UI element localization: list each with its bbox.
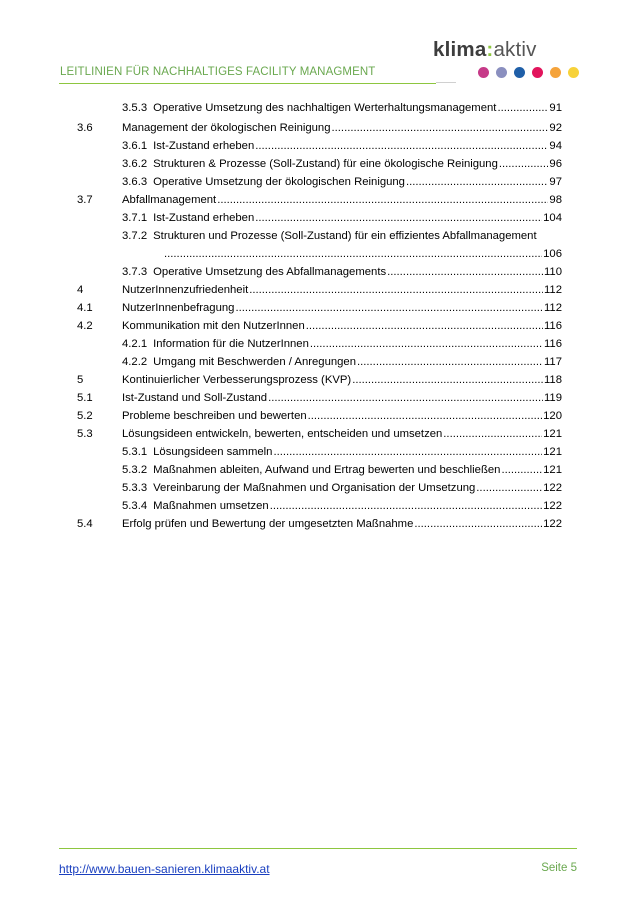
toc-page-number: 98 (549, 194, 562, 206)
toc-page-number: 106 (543, 248, 562, 260)
toc-entry-link[interactable] (122, 175, 562, 189)
toc-entry-title: NutzerInnenbefragung (122, 302, 235, 314)
toc-subsection-number: 5.3.1 (122, 446, 148, 458)
header-title: LEITLINIEN FÜR NACHHALTIGES FACILITY MANAGMENT (60, 66, 376, 78)
toc-entry-link[interactable] (122, 337, 562, 351)
toc-leader-dots (443, 427, 542, 441)
toc-entry-link[interactable] (122, 193, 562, 207)
toc-entry-link[interactable] (122, 517, 562, 531)
toc-entry-link[interactable] (122, 355, 562, 369)
toc-entry-title: Information für die NutzerInnen (153, 338, 309, 350)
toc-entry-link[interactable] (122, 409, 562, 423)
toc-page-number: 119 (543, 392, 562, 404)
toc-page-number: 112 (543, 302, 562, 314)
toc-leader-dots (310, 337, 543, 351)
logo-dot (532, 67, 543, 78)
logo-dot (550, 67, 561, 78)
toc-subsection-number: 3.7.2 (122, 230, 148, 242)
toc-leader-dots (332, 121, 549, 135)
toc-leader-dots (357, 355, 543, 369)
toc-leader-dots (164, 247, 542, 261)
toc-entry-link[interactable] (122, 301, 562, 315)
toc-leader-dots (406, 175, 548, 189)
toc-page-number: 122 (543, 482, 562, 494)
toc-section-number: 3.7 (77, 194, 93, 206)
toc-entry-link[interactable] (122, 445, 562, 459)
toc-entry-link[interactable] (122, 157, 562, 171)
toc-page-number: 116 (543, 320, 562, 332)
toc-entry-link[interactable] (122, 373, 562, 387)
toc-entry-title: Kontinuierlicher Verbesserungsprozess (KVP) (122, 374, 352, 386)
toc-leader-dots (255, 211, 542, 225)
toc-subsection-number: 3.7.1 (122, 212, 148, 224)
toc-entry-title: Umgang mit Beschwerden / Anregungen (153, 356, 356, 368)
toc-section-number: 3.6 (77, 122, 93, 134)
toc-entry-link[interactable] (163, 247, 562, 261)
toc-entry-title: Strukturen und Prozesse (Soll-Zustand) für ein effizientes Abfallmanagement (153, 230, 537, 242)
toc-entry-title: Kommunikation mit den NutzerInnen (122, 320, 305, 332)
toc-page-number: 92 (549, 122, 562, 134)
toc-leader-dots (306, 319, 543, 333)
logo-dot (496, 67, 507, 78)
toc-entry-link[interactable] (122, 463, 562, 477)
toc-section-number: 5 (77, 374, 84, 386)
toc-entry-title: Abfallmanagement (122, 194, 217, 206)
toc-leader-dots (499, 157, 549, 171)
toc-entry-title: Erfolg prüfen und Bewertung der umgesetzten Maßnahme (122, 518, 414, 530)
footer-page-number: Seite 5 (541, 862, 577, 874)
toc-entry-link[interactable] (122, 481, 562, 495)
toc-entry-title: Operative Umsetzung des Abfallmanagements (153, 266, 387, 278)
logo-text-bold: klima (433, 38, 487, 61)
toc-entry-title: NutzerInnenzufriedenheit (122, 284, 249, 296)
toc-subsection-number: 5.3.3 (122, 482, 148, 494)
toc-leader-dots (268, 391, 543, 405)
toc-entry-link[interactable] (122, 229, 562, 243)
toc-page-number: 117 (543, 356, 562, 368)
toc-entry-title: Lösungsideen entwickeln, bewerten, entscheiden und umsetzen (122, 428, 443, 440)
logo-dot (478, 67, 489, 78)
klimaaktiv-logo (430, 38, 575, 83)
toc-page-number: 120 (543, 410, 562, 422)
toc-page-number: 116 (543, 338, 562, 350)
toc-entry-link[interactable] (122, 139, 562, 153)
toc-section-number: 5.4 (77, 518, 93, 530)
toc-entry-link[interactable] (122, 265, 562, 279)
toc-leader-dots (497, 101, 548, 115)
footer-url-link[interactable]: http://www.bauen-sanieren.klimaaktiv.at (59, 862, 270, 876)
toc-entry-title: Ist-Zustand erheben (153, 212, 255, 224)
toc-section-number: 4 (77, 284, 84, 296)
toc-leader-dots (255, 139, 548, 153)
toc-page-number: 91 (549, 102, 562, 114)
logo-text (433, 38, 537, 62)
header-rule (59, 83, 436, 84)
toc-entry-title: Maßnahmen ableiten, Aufwand und Ertrag bewerten und beschließen (153, 464, 501, 476)
logo-dot (568, 67, 579, 78)
toc-section-number: 5.1 (77, 392, 93, 404)
toc-entry-title: Maßnahmen umsetzen (153, 500, 269, 512)
toc-entry-title: Ist-Zustand und Soll-Zustand (122, 392, 268, 404)
toc-entry-link[interactable] (122, 319, 562, 333)
toc-subsection-number: 3.5.3 (122, 102, 148, 114)
toc-entry-link[interactable] (122, 283, 562, 297)
toc-entry-title: Operative Umsetzung der ökologischen Reinigung (153, 176, 405, 188)
toc-leader-dots (235, 301, 543, 315)
toc-section-number: 5.2 (77, 410, 93, 422)
toc-leader-dots (308, 409, 543, 423)
toc-entry-title: Lösungsideen sammeln (153, 446, 273, 458)
toc-entry-title: Operative Umsetzung des nachhaltigen Werterhaltungsmanagement (153, 102, 497, 114)
toc-entry-title: Vereinbarung der Maßnahmen und Organisation der Umsetzung (153, 482, 476, 494)
toc-entry-link[interactable] (122, 391, 562, 405)
toc-page-number: 121 (543, 428, 562, 440)
toc-subsection-number: 3.6.1 (122, 140, 148, 152)
toc-page-number: 118 (543, 374, 562, 386)
toc-subsection-number: 3.7.3 (122, 266, 148, 278)
toc-page-number: 121 (543, 464, 562, 476)
toc-subsection-number: 4.2.2 (122, 356, 148, 368)
toc-page-number: 96 (549, 158, 562, 170)
toc-page-number: 97 (549, 176, 562, 188)
toc-leader-dots (249, 283, 543, 297)
toc-leader-dots (270, 499, 542, 513)
logo-text-light: aktiv (493, 38, 537, 61)
toc-page-number: 110 (543, 266, 562, 278)
toc-page-number: 112 (543, 284, 562, 296)
toc-subsection-number: 3.6.3 (122, 176, 148, 188)
toc-section-number: 5.3 (77, 428, 93, 440)
toc-leader-dots (273, 445, 542, 459)
toc-leader-dots (501, 463, 542, 477)
toc-entry-link[interactable] (122, 121, 562, 135)
toc-leader-dots (352, 373, 543, 387)
toc-leader-dots (217, 193, 548, 207)
toc-leader-dots (476, 481, 542, 495)
toc-subsection-number: 3.6.2 (122, 158, 148, 170)
logo-dot (514, 67, 525, 78)
toc-page-number: 122 (543, 518, 562, 530)
toc-leader-dots (387, 265, 543, 279)
toc-entry-title: Management der ökologischen Reinigung (122, 122, 331, 134)
toc-subsection-number: 5.3.2 (122, 464, 148, 476)
toc-page-number: 121 (543, 446, 562, 458)
toc-page-number: 104 (543, 212, 562, 224)
toc-subsection-number: 5.3.4 (122, 500, 148, 512)
toc-page-number: 94 (549, 140, 562, 152)
toc-entry-link[interactable] (122, 211, 562, 225)
toc-page-number: 122 (543, 500, 562, 512)
toc-section-number: 4.1 (77, 302, 93, 314)
toc-entry-title: Strukturen & Prozesse (Soll-Zustand) für eine ökologische Reinigung (153, 158, 498, 170)
toc-entry-link[interactable] (122, 101, 562, 115)
toc-entry-title: Probleme beschreiben und bewerten (122, 410, 307, 422)
toc-leader-dots (414, 517, 542, 531)
toc-entry-title: Ist-Zustand erheben (153, 140, 255, 152)
toc-section-number: 4.2 (77, 320, 93, 332)
toc-entry-link[interactable] (122, 427, 562, 441)
toc-subsection-number: 4.2.1 (122, 338, 148, 350)
footer-rule (59, 848, 577, 849)
toc-entry-link[interactable] (122, 499, 562, 513)
logo-text-colon: : (486, 38, 494, 61)
